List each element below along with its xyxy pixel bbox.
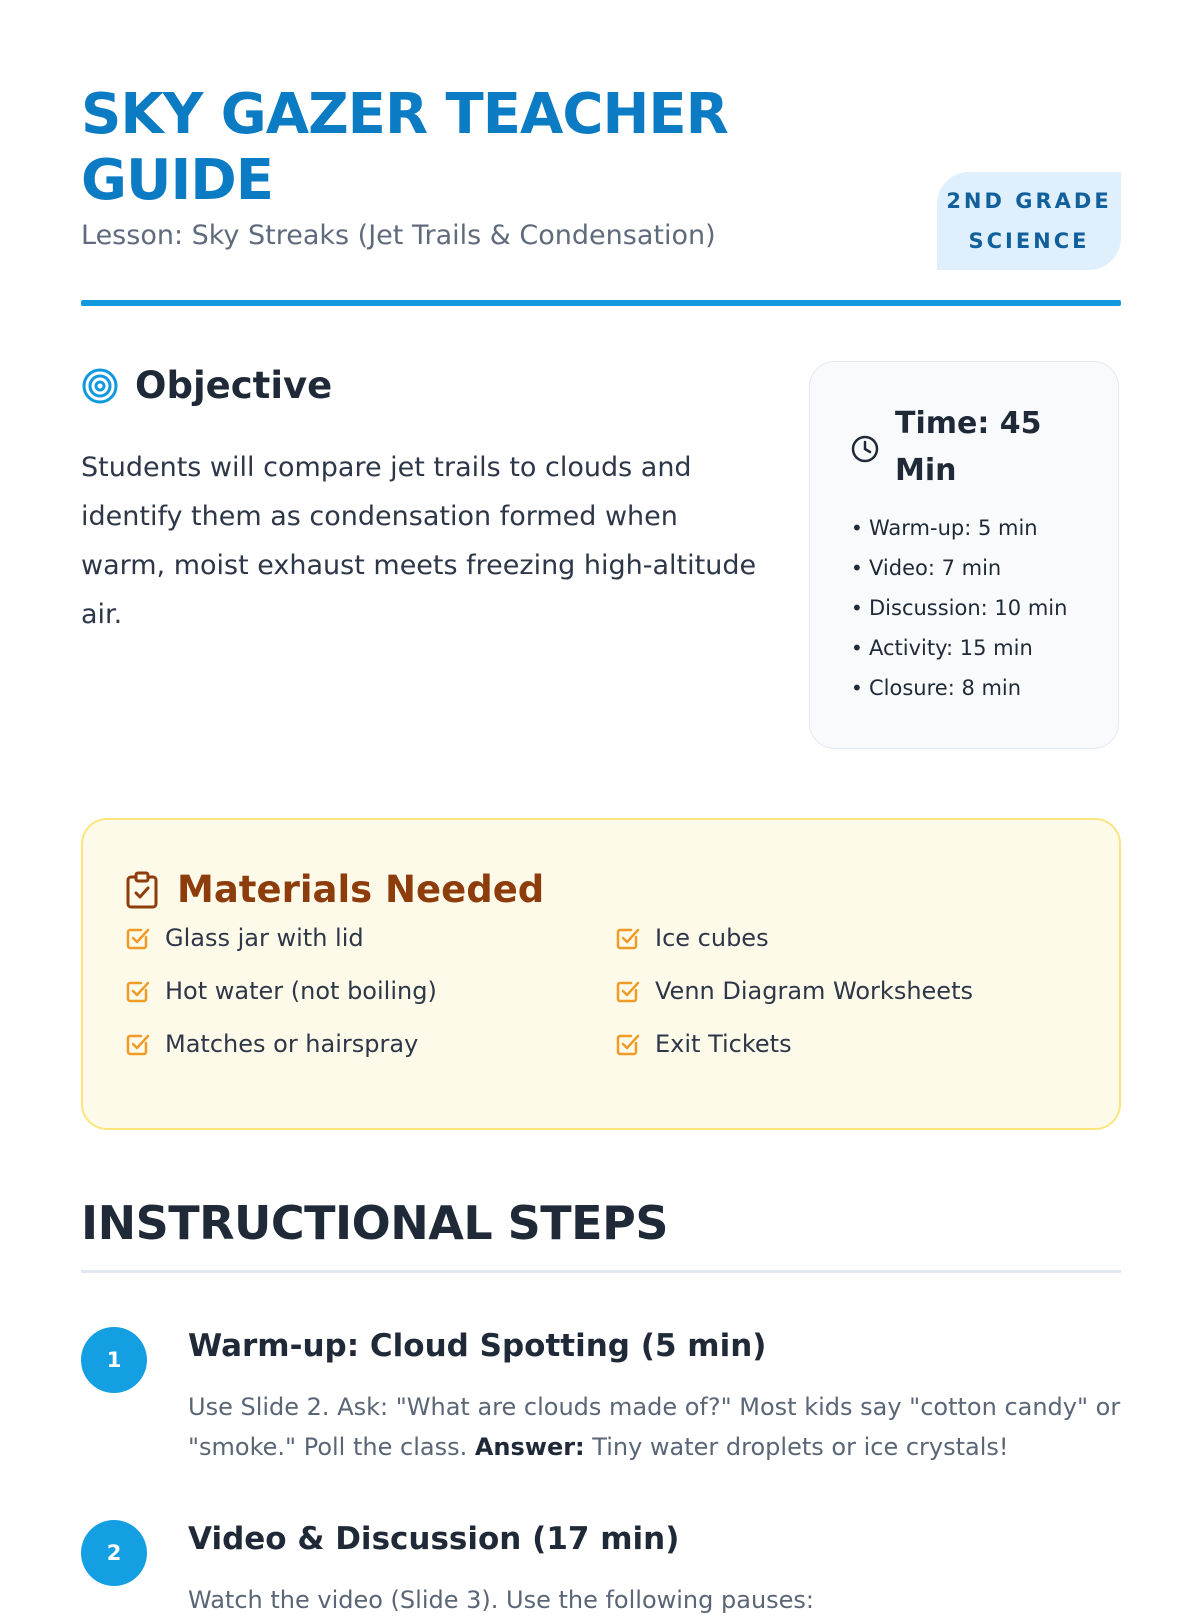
material-item: Venn Diagram Worksheets bbox=[615, 977, 973, 1005]
checkbox-checked-icon bbox=[125, 1031, 151, 1057]
time-item: • Activity: 15 min bbox=[851, 636, 1033, 660]
step-body: Watch the video (Slide 3). Use the following pauses: bbox=[188, 1586, 815, 1614]
step-number-badge: 1 bbox=[81, 1327, 147, 1393]
steps-heading: INSTRUCTIONAL STEPS bbox=[81, 1196, 668, 1250]
material-item: Hot water (not boiling) bbox=[125, 977, 437, 1005]
time-breakdown-list bbox=[851, 508, 1067, 708]
checkbox-checked-icon bbox=[615, 925, 641, 951]
checkbox-checked-icon bbox=[125, 925, 151, 951]
page-title: SKY GAZER TEACHER GUIDE bbox=[81, 82, 728, 213]
step-body: Use Slide 2. Ask: "What are clouds made of?" Most kids say "cotton candy" or "smoke." Poll the class. Answer: Tiny water droplets or ice crystals! bbox=[188, 1393, 1121, 1461]
grade-badge: 2ND GRADE SCIENCE bbox=[937, 172, 1121, 270]
material-item: Glass jar with lid bbox=[125, 924, 364, 952]
step-number-badge: 2 bbox=[81, 1520, 147, 1586]
time-item: • Discussion: 10 min bbox=[851, 596, 1068, 620]
answer-label: Answer: bbox=[474, 1433, 585, 1461]
time-card bbox=[809, 361, 1119, 749]
objective-heading-label: Objective bbox=[135, 364, 333, 407]
steps-divider bbox=[81, 1270, 1121, 1273]
lesson-subtitle: Lesson: Sky Streaks (Jet Trails & Condensation) bbox=[81, 220, 716, 251]
time-title: Time: 45 Min bbox=[895, 406, 1042, 488]
materials-heading-label: Materials Needed bbox=[177, 868, 545, 911]
objective-text: Students will compare jet trails to clouds and identify them as condensation formed when warm, moist exhaust meets freezing high-altitude air. bbox=[81, 452, 757, 630]
material-item: Exit Tickets bbox=[615, 1030, 792, 1058]
checkbox-checked-icon bbox=[615, 1031, 641, 1057]
materials-box bbox=[81, 818, 1121, 1130]
checkbox-checked-icon bbox=[615, 978, 641, 1004]
step-title: Video & Discussion (17 min) bbox=[188, 1521, 680, 1557]
time-item: • Video: 7 min bbox=[851, 556, 1002, 580]
clock-icon bbox=[850, 434, 880, 464]
time-item: • Warm-up: 5 min bbox=[851, 516, 1038, 540]
step-title: Warm-up: Cloud Spotting (5 min) bbox=[188, 1328, 767, 1364]
materials-heading bbox=[125, 868, 544, 911]
time-item: • Closure: 8 min bbox=[851, 676, 1022, 700]
objective-heading bbox=[81, 364, 332, 407]
checkbox-checked-icon bbox=[125, 978, 151, 1004]
target-icon bbox=[81, 367, 119, 405]
clipboard-check-icon bbox=[125, 871, 159, 909]
header-divider bbox=[81, 300, 1121, 306]
material-item: Matches or hairspray bbox=[125, 1030, 418, 1058]
material-item: Ice cubes bbox=[615, 924, 769, 952]
